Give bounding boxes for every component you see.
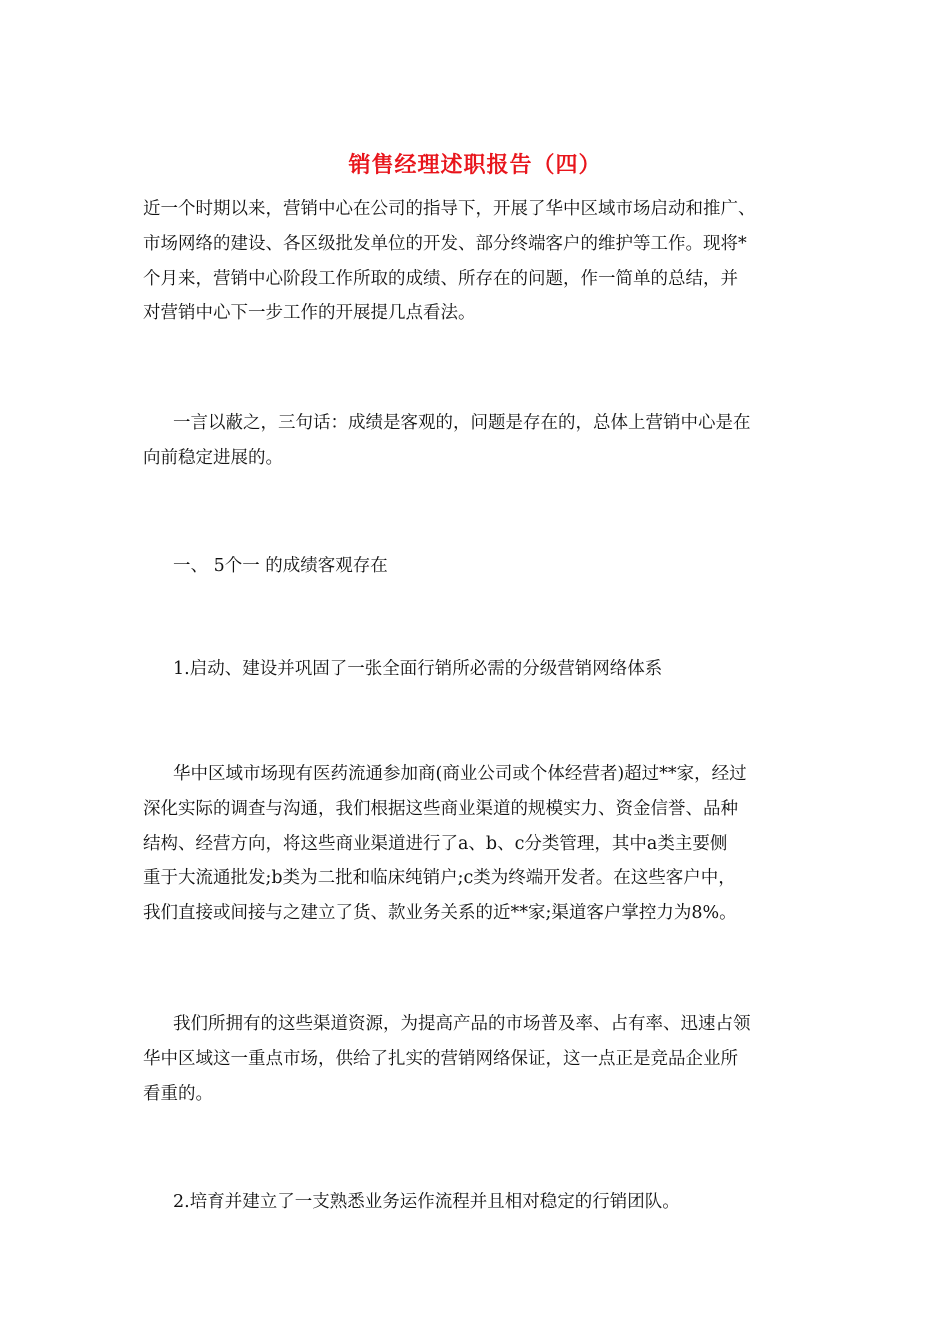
heading-line: 2.培育并建立了一支熟悉业务运作流程并且相对稳定的行销团队。 (173, 1192, 680, 1212)
paragraph-line: 市场网络的建设、各区级批发单位的开发、部分终端客户的维护等工作。现将* (143, 233, 747, 254)
paragraph-line: 对营销中心下一步工作的开展提几点看法。 (143, 303, 476, 324)
paragraph-summary (143, 406, 813, 476)
paragraph-line: 重于大流通批发;b类为二批和临床纯销户;c类为终端开发者。在这些客户中， (143, 868, 736, 889)
heading-line: 一、 5个一 的成绩客观存在 (173, 556, 388, 576)
paragraph-intro (143, 192, 813, 331)
subsection-heading-1 (143, 652, 813, 687)
paragraph-line: 看重的。 (143, 1083, 213, 1104)
paragraph-line: 深化实际的调查与沟通，我们根据这些商业渠道的规模实力、资金信誉、品种 (143, 798, 738, 819)
paragraph-line: 个月来，营销中心阶段工作所取的成绩、所存在的问题，作一简单的总结，并 (143, 268, 738, 289)
paragraph-channels (143, 757, 813, 931)
paragraph-line: 结构、经营方向，将这些商业渠道进行了a、b、c分类管理，其中a类主要侧 (143, 833, 728, 854)
paragraph-line: 华中区域市场现有医药流通参加商(商业公司或个体经营者)超过**家，经过 (173, 764, 747, 784)
paragraph-resources (143, 1007, 813, 1111)
subsection-heading-2 (143, 1185, 813, 1220)
heading-line: 1.启动、建设并巩固了一张全面行销所必需的分级营销网络体系 (173, 659, 663, 679)
paragraph-line: 我们所拥有的这些渠道资源，为提高产品的市场普及率、占有率、迅速占领 (173, 1014, 751, 1034)
paragraph-line: 我们直接或间接与之建立了货、款业务关系的近**家;渠道客户掌控力为8%。 (143, 903, 737, 924)
document-title: 销售经理述职报告（四） (348, 153, 602, 178)
paragraph-line: 华中区域这一重点市场，供给了扎实的营销网络保证，这一点正是竞品企业所 (143, 1048, 738, 1069)
paragraph-line: 近一个时期以来，营销中心在公司的指导下，开展了华中区域市场启动和推广、 (143, 199, 756, 219)
paragraph-line: 向前稳定进展的。 (143, 447, 283, 468)
section-heading-1 (143, 549, 813, 584)
paragraph-line: 一言以蔽之，三句话：成绩是客观的，问题是存在的，总体上营销中心是在 (173, 413, 751, 433)
